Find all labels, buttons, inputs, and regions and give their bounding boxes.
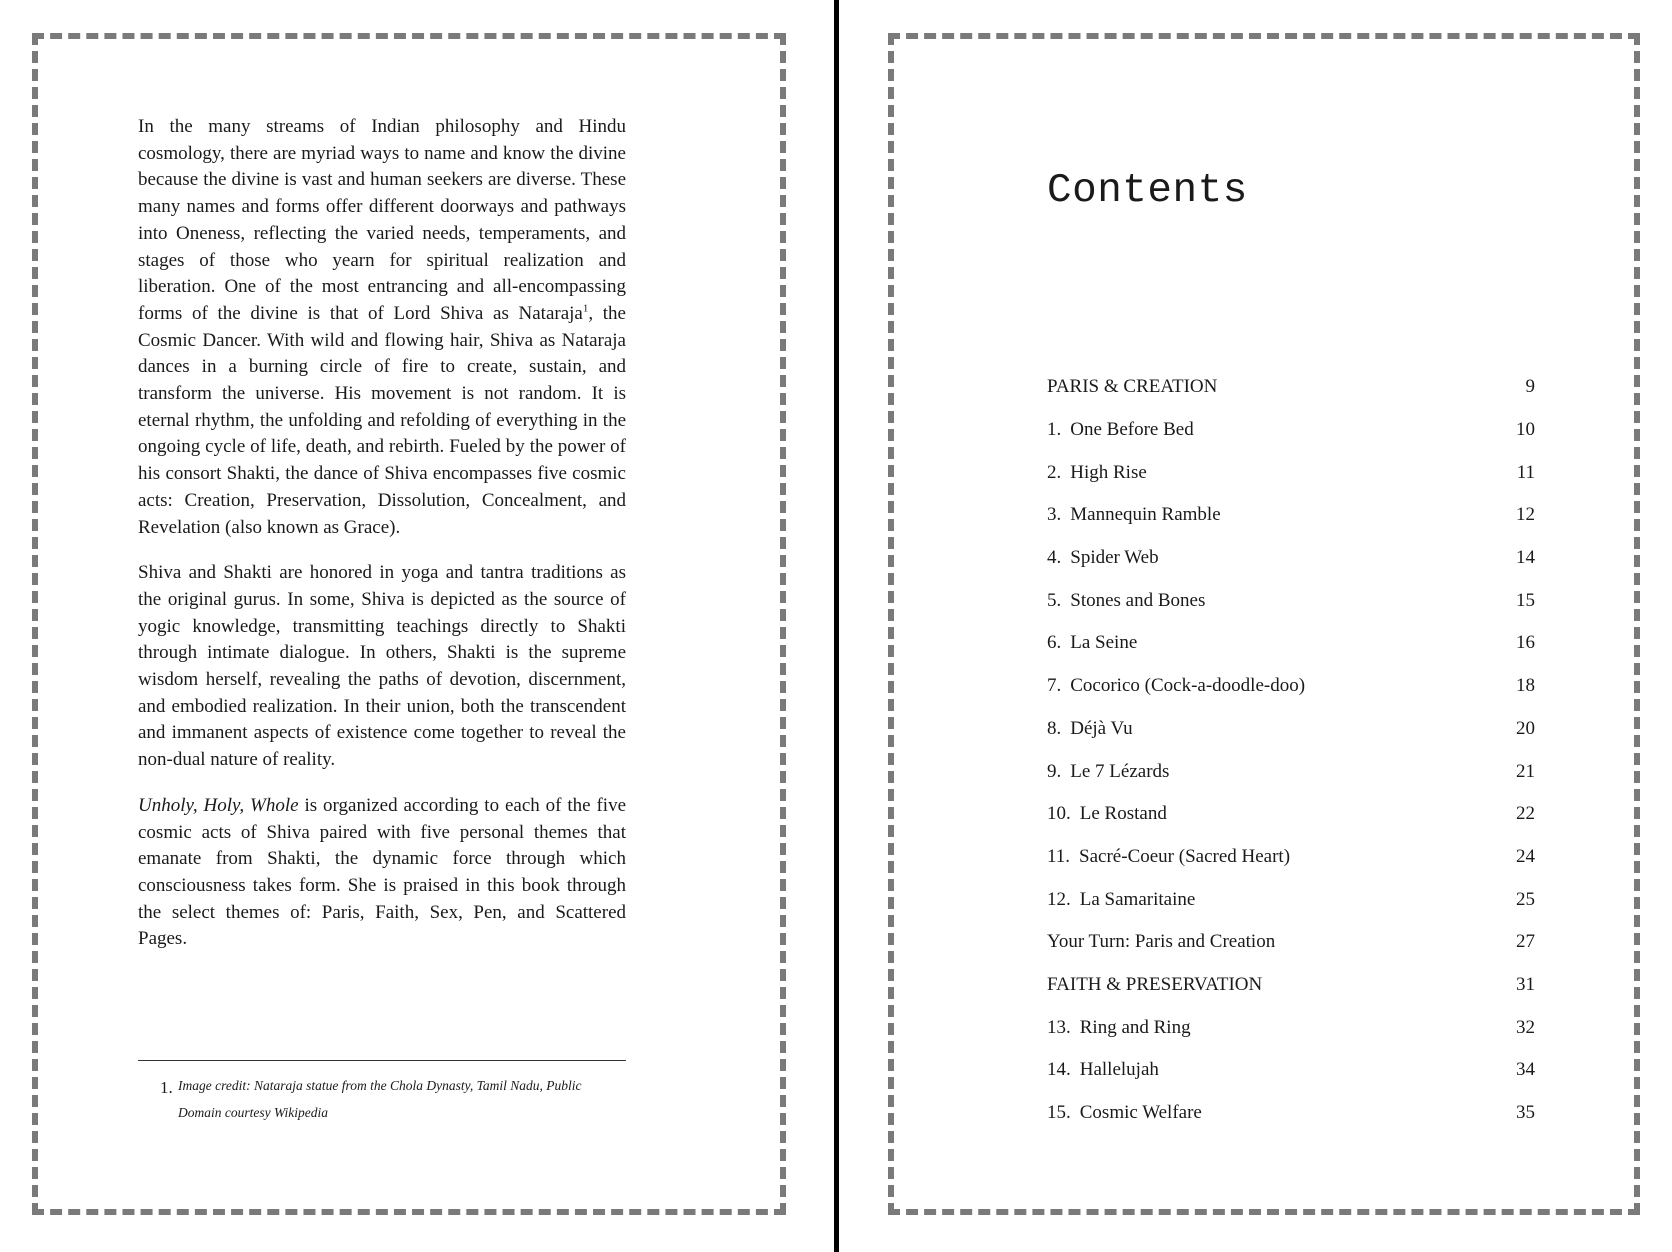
- toc-entry[interactable]: [1047, 1049, 1535, 1092]
- toc-entry-page: 10: [1516, 419, 1535, 441]
- toc-entry-page: 34: [1516, 1059, 1535, 1081]
- toc-entry-title: [1047, 1059, 1159, 1081]
- toc-entry-label: Mannequin Ramble: [1070, 504, 1221, 526]
- footnote-number: 1.: [160, 1078, 173, 1097]
- toc-entry-title: [1047, 419, 1194, 441]
- toc-entry[interactable]: [1047, 793, 1535, 836]
- toc-entry-label: One Before Bed: [1070, 419, 1194, 441]
- toc-entry-title: [1047, 761, 1169, 783]
- toc-entry-label: Your Turn: Paris and Creation: [1047, 931, 1276, 953]
- toc-entry-page: 22: [1516, 803, 1535, 825]
- toc-entry-title: [1047, 974, 1262, 996]
- toc-entry-title: [1047, 462, 1147, 484]
- toc-entry-page: 14: [1516, 547, 1535, 569]
- toc-entry[interactable]: [1047, 409, 1535, 452]
- toc-entry-page: 15: [1516, 589, 1535, 611]
- toc-entry-label: FAITH & PRESERVATION: [1047, 973, 1263, 995]
- toc-entry[interactable]: [1047, 1092, 1535, 1135]
- toc-entry-page: 35: [1516, 1102, 1535, 1124]
- toc-entry-page: 18: [1516, 675, 1535, 697]
- toc-entry-label: Hallelujah: [1079, 1059, 1159, 1081]
- toc-entry[interactable]: [1047, 964, 1535, 1007]
- toc-entry[interactable]: [1047, 921, 1535, 964]
- toc-entry-number: 11.: [1047, 845, 1071, 867]
- toc-entry-number: 2.: [1047, 461, 1062, 483]
- toc-entry-label: Ring and Ring: [1079, 1016, 1191, 1038]
- toc-entry[interactable]: [1047, 494, 1535, 537]
- toc-entry-page: 9: [1525, 376, 1535, 398]
- toc-entry-title: [1047, 1102, 1202, 1124]
- toc-entry-title: [1047, 590, 1205, 612]
- toc-entry-number: 5.: [1047, 589, 1062, 611]
- toc-entry-label: PARIS & CREATION: [1047, 376, 1218, 398]
- toc-entry-number: 6.: [1047, 632, 1062, 654]
- toc-entry-page: 21: [1516, 760, 1535, 782]
- toc-entry-page: 24: [1516, 845, 1535, 867]
- toc-entry[interactable]: [1047, 836, 1535, 879]
- toc-entry-label: Cosmic Welfare: [1079, 1102, 1202, 1124]
- toc-entry-number: 14.: [1047, 1059, 1071, 1081]
- toc-entry-page: 25: [1516, 888, 1535, 910]
- toc-entry[interactable]: [1047, 366, 1535, 409]
- toc-entry-page: 20: [1516, 717, 1535, 739]
- toc-entry-title: [1047, 1017, 1191, 1039]
- toc-entry-title: [1047, 803, 1167, 825]
- toc-entry-page: 11: [1516, 461, 1535, 483]
- toc-entry-number: 12.: [1047, 888, 1071, 910]
- toc-entry[interactable]: [1047, 665, 1535, 708]
- toc-entry[interactable]: [1047, 878, 1535, 921]
- contents-title: Contents: [1047, 168, 1248, 214]
- toc-entry-number: 8.: [1047, 717, 1062, 739]
- toc-entry-label: La Samaritaine: [1079, 888, 1196, 910]
- toc-entry-number: 7.: [1047, 675, 1062, 697]
- toc-entry[interactable]: [1047, 451, 1535, 494]
- left-page-body: [138, 114, 626, 972]
- toc-entry[interactable]: [1047, 537, 1535, 580]
- footnote: [160, 1072, 626, 1126]
- paragraph-1-text-end: , the Cosmic Dancer. With wild and flowing hair, Shiva as Nataraja dances in a burning circle of fire to create, sustain, and transform the universe. His movement is not random. It is eternal rhythm, the unfolding and refolding of everything in the ongoing cycle of life, death, and rebirth. Fueled by the power of his consort Shakti, the dance of Shiva encompasses five cosmic acts: Creation, Preservation, Dissolution, Concealment, and Revelation (also known as Grace).: [138, 302, 626, 538]
- toc-entry-title: [1047, 718, 1133, 740]
- toc-entry-page: 16: [1516, 632, 1535, 654]
- paragraph-1: [138, 114, 626, 541]
- toc-entry[interactable]: [1047, 750, 1535, 793]
- toc-entry-label: Le 7 Lézards: [1070, 760, 1170, 782]
- table-of-contents: [1047, 366, 1535, 1134]
- toc-entry-number: 1.: [1047, 419, 1062, 441]
- toc-entry-title: [1047, 931, 1275, 953]
- toc-entry-title: [1047, 547, 1159, 569]
- toc-entry-label: La Seine: [1070, 632, 1138, 654]
- toc-entry-page: 31: [1516, 973, 1535, 995]
- toc-entry[interactable]: [1047, 1006, 1535, 1049]
- toc-entry-title: [1047, 675, 1305, 697]
- toc-entry-label: Déjà Vu: [1070, 717, 1133, 739]
- toc-entry-number: 3.: [1047, 504, 1062, 526]
- toc-entry[interactable]: [1047, 622, 1535, 665]
- toc-entry-number: 13.: [1047, 1016, 1071, 1038]
- paragraph-2: Shiva and Shakti are honored in yoga and tantra traditions as the original gurus. In some, Shiva is depicted as the source of yogic knowledge, transmitting teachings directly to Shakti through intimate dialogue. In others, Shakti is the supreme wisdom herself, revealing the paths of devotion, discernment, and embodied realization. In their union, both the transcendent and immanent aspects of existence come together to reveal the non-dual nature of reality.: [138, 562, 626, 771]
- toc-entry-label: Stones and Bones: [1070, 589, 1206, 611]
- toc-entry-label: High Rise: [1070, 461, 1147, 483]
- paragraph-1-text: In the many streams of Indian philosophy and Hindu cosmology, there are myriad ways to name and know the divine because the divine is vast and human seekers are diverse. These many names and forms offer different doorways and pathways into Oneness, reflecting the varied needs, temperaments, and stages of those who yearn for spiritual realization and liberation. One of the most entrancing and all-encompassing forms of the divine is that of Lord Shiva as Nataraja: [138, 116, 626, 324]
- toc-entry-label: Sacré-Coeur (Sacred Heart): [1079, 845, 1291, 867]
- paragraph-3-text: is organized according to each of the five cosmic acts of Shiva paired with five personal themes that emanate from Shakti, the dynamic force through which consciousness takes form. She is praised in this book through the select themes of: Paris, Faith, Sex, Pen, and Scattered Pages.: [138, 794, 627, 950]
- footnote-divider: [138, 1060, 626, 1061]
- footnote-ref[interactable]: 1: [582, 302, 589, 315]
- toc-entry-title: [1047, 632, 1137, 654]
- toc-entry-page: 12: [1516, 504, 1535, 526]
- toc-entry-page: 27: [1516, 931, 1535, 953]
- toc-entry-number: 4.: [1047, 547, 1062, 569]
- book-title-italic: Unholy, Holy, Whole: [138, 794, 299, 816]
- book-spine: [834, 0, 839, 1252]
- toc-entry-page: 32: [1516, 1016, 1535, 1038]
- toc-entry-label: Cocorico (Cock-a-doodle-doo): [1070, 675, 1306, 697]
- toc-entry-number: 15.: [1047, 1102, 1071, 1124]
- toc-entry-title: [1047, 376, 1217, 398]
- footnote-text: Image credit: Nataraja statue from the Chola Dynasty, Tamil Nadu, Public Domain courtesy Wikipedia: [178, 1078, 582, 1120]
- toc-entry-number: 9.: [1047, 760, 1062, 782]
- toc-entry[interactable]: [1047, 579, 1535, 622]
- paragraph-3: [138, 793, 626, 953]
- toc-entry-number: 10.: [1047, 803, 1071, 825]
- toc-entry-label: Le Rostand: [1079, 803, 1167, 825]
- toc-entry-title: [1047, 889, 1195, 911]
- toc-entry-title: [1047, 846, 1290, 868]
- toc-entry[interactable]: [1047, 708, 1535, 751]
- toc-entry-title: [1047, 504, 1221, 526]
- toc-entry-label: Spider Web: [1070, 547, 1159, 569]
